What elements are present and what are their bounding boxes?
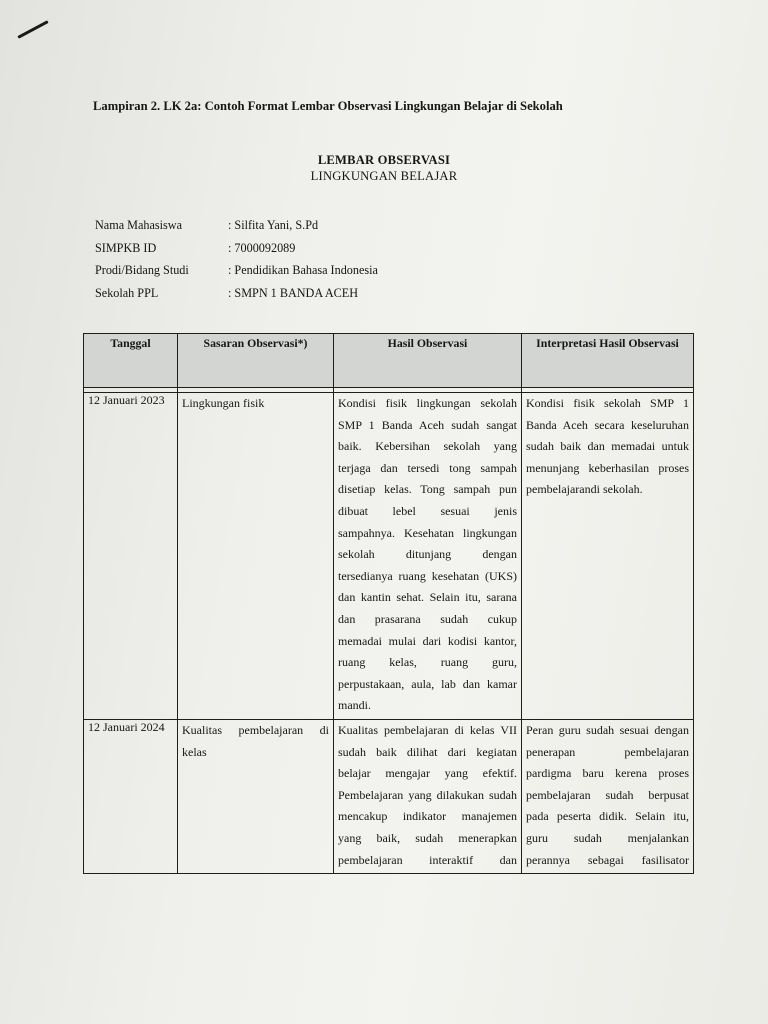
interpretation-line: penerapan pembelajaran [526,744,689,759]
row-date: 12 Januari 2023 [84,393,178,720]
info-label: Nama Mahasiswa [95,218,182,232]
target-line: Kualitas pembelajaran di [182,723,329,737]
result-line: mandi. [338,698,371,713]
result-line: Kualitas pembelajaran di kelas VII [338,723,517,737]
result-line: ruang kelas, ruang guru, [338,655,517,670]
column-header-result: Hasil Observasi [334,334,522,388]
document-title [0,152,768,184]
interpretation-line: guru sudah menjalankan [526,830,689,845]
interpretation-line: pardigma baru kerena proses [526,766,689,781]
info-label: Sekolah PPL [95,286,159,301]
result-line: tersedianya ruang kesehatan (UKS) [338,568,517,583]
result-line: sampahnya. Kesehatan lingkungan [338,525,517,540]
result-line: Pembelajaran yang dilakukan sudah [338,787,517,802]
row-date: 12 Januari 2024 [84,720,178,874]
result-line: sudah baik dilihat dari kegiatan [338,744,517,759]
interpretation-line: Banda Aceh secara keseluruhan [526,417,689,432]
result-line: perpustakaan, aula, lab dan kamar [338,676,517,691]
interpretation-line: sudah baik dan memadai untuk [526,439,689,454]
title-line-2: LINGKUNGAN BELAJAR [310,169,458,183]
result-line: memadai mulai dari kodisi kantor, [338,633,517,648]
table-row [84,720,694,874]
column-header-target: Sasaran Observasi*) [178,334,334,388]
info-row-name [95,218,595,241]
document-header: Lampiran 2. LK 2a: Contoh Format Lembar Observasi Lingkungan Belajar di Sekolah [93,99,563,113]
result-line: dan kantin sehat. Selain itu, sarana [338,590,517,605]
title-line-1: LEMBAR OBSERVASI [317,153,451,167]
result-line: pembelajaran interaktif dan [338,852,517,867]
info-row-school [95,286,595,309]
row-target [178,393,334,720]
result-line: dibuat lebel sesuai jenis [338,503,517,518]
row-result [334,393,522,720]
info-row-prodi [95,263,595,286]
result-line: Kondisi fisik lingkungan sekolah [338,396,517,410]
result-line: belajar mengajar yang efektif. [338,766,517,781]
interpretation-line: menunjang keberhasilan proses [526,460,689,475]
result-line: disetiap kelas. Tong sampah pun [338,482,517,497]
table-row [84,393,694,720]
info-value: : SMPN 1 BANDA ACEH [228,286,359,301]
result-line: terjaga dan tersedi tong sampah [338,460,517,475]
student-info [95,218,595,309]
row-interpretation [522,393,694,720]
result-line: baik. Kebersihan sekolah yang [338,439,517,454]
observation-table [83,333,694,874]
result-line: SMP 1 Banda Aceh sudah sangat [338,417,517,432]
row-interpretation [522,720,694,874]
info-value: : Silfita Yani, S.Pd [228,218,319,232]
target-line: Lingkungan fisik [182,396,265,410]
row-result [334,720,522,874]
interpretation-line: Kondisi fisik sekolah SMP 1 [526,396,689,410]
result-line: mencakup indikator manajemen [338,809,517,824]
info-value: : Pendidikan Bahasa Indonesia [228,263,378,278]
info-value: : 7000092089 [228,240,296,255]
interpretation-line: pembelajaran sudah berpusat [526,787,689,802]
target-line: kelas [182,744,207,759]
info-label: Prodi/Bidang Studi [95,263,189,278]
pen-mark [17,20,48,39]
interpretation-line: pada peserta didik. Selain itu, [526,809,689,824]
result-line: sekolah ditunjang dengan [338,547,517,562]
column-header-interpretation: Interpretasi Hasil Observasi [522,334,694,388]
table-header-row [84,334,694,388]
result-line: dan prasarana sudah cukup [338,611,517,626]
info-row-simpkb [95,241,595,264]
interpretation-line: Peran guru sudah sesuai dengan [526,723,689,737]
interpretation-line: pembelajarandi sekolah. [526,482,643,497]
column-header-date: Tanggal [84,334,178,388]
row-target [178,720,334,874]
info-label: SIMPKB ID [95,240,157,255]
result-line: yang baik, sudah menerapkan [338,830,517,845]
interpretation-line: perannya sebagai fasilisator [526,852,689,867]
